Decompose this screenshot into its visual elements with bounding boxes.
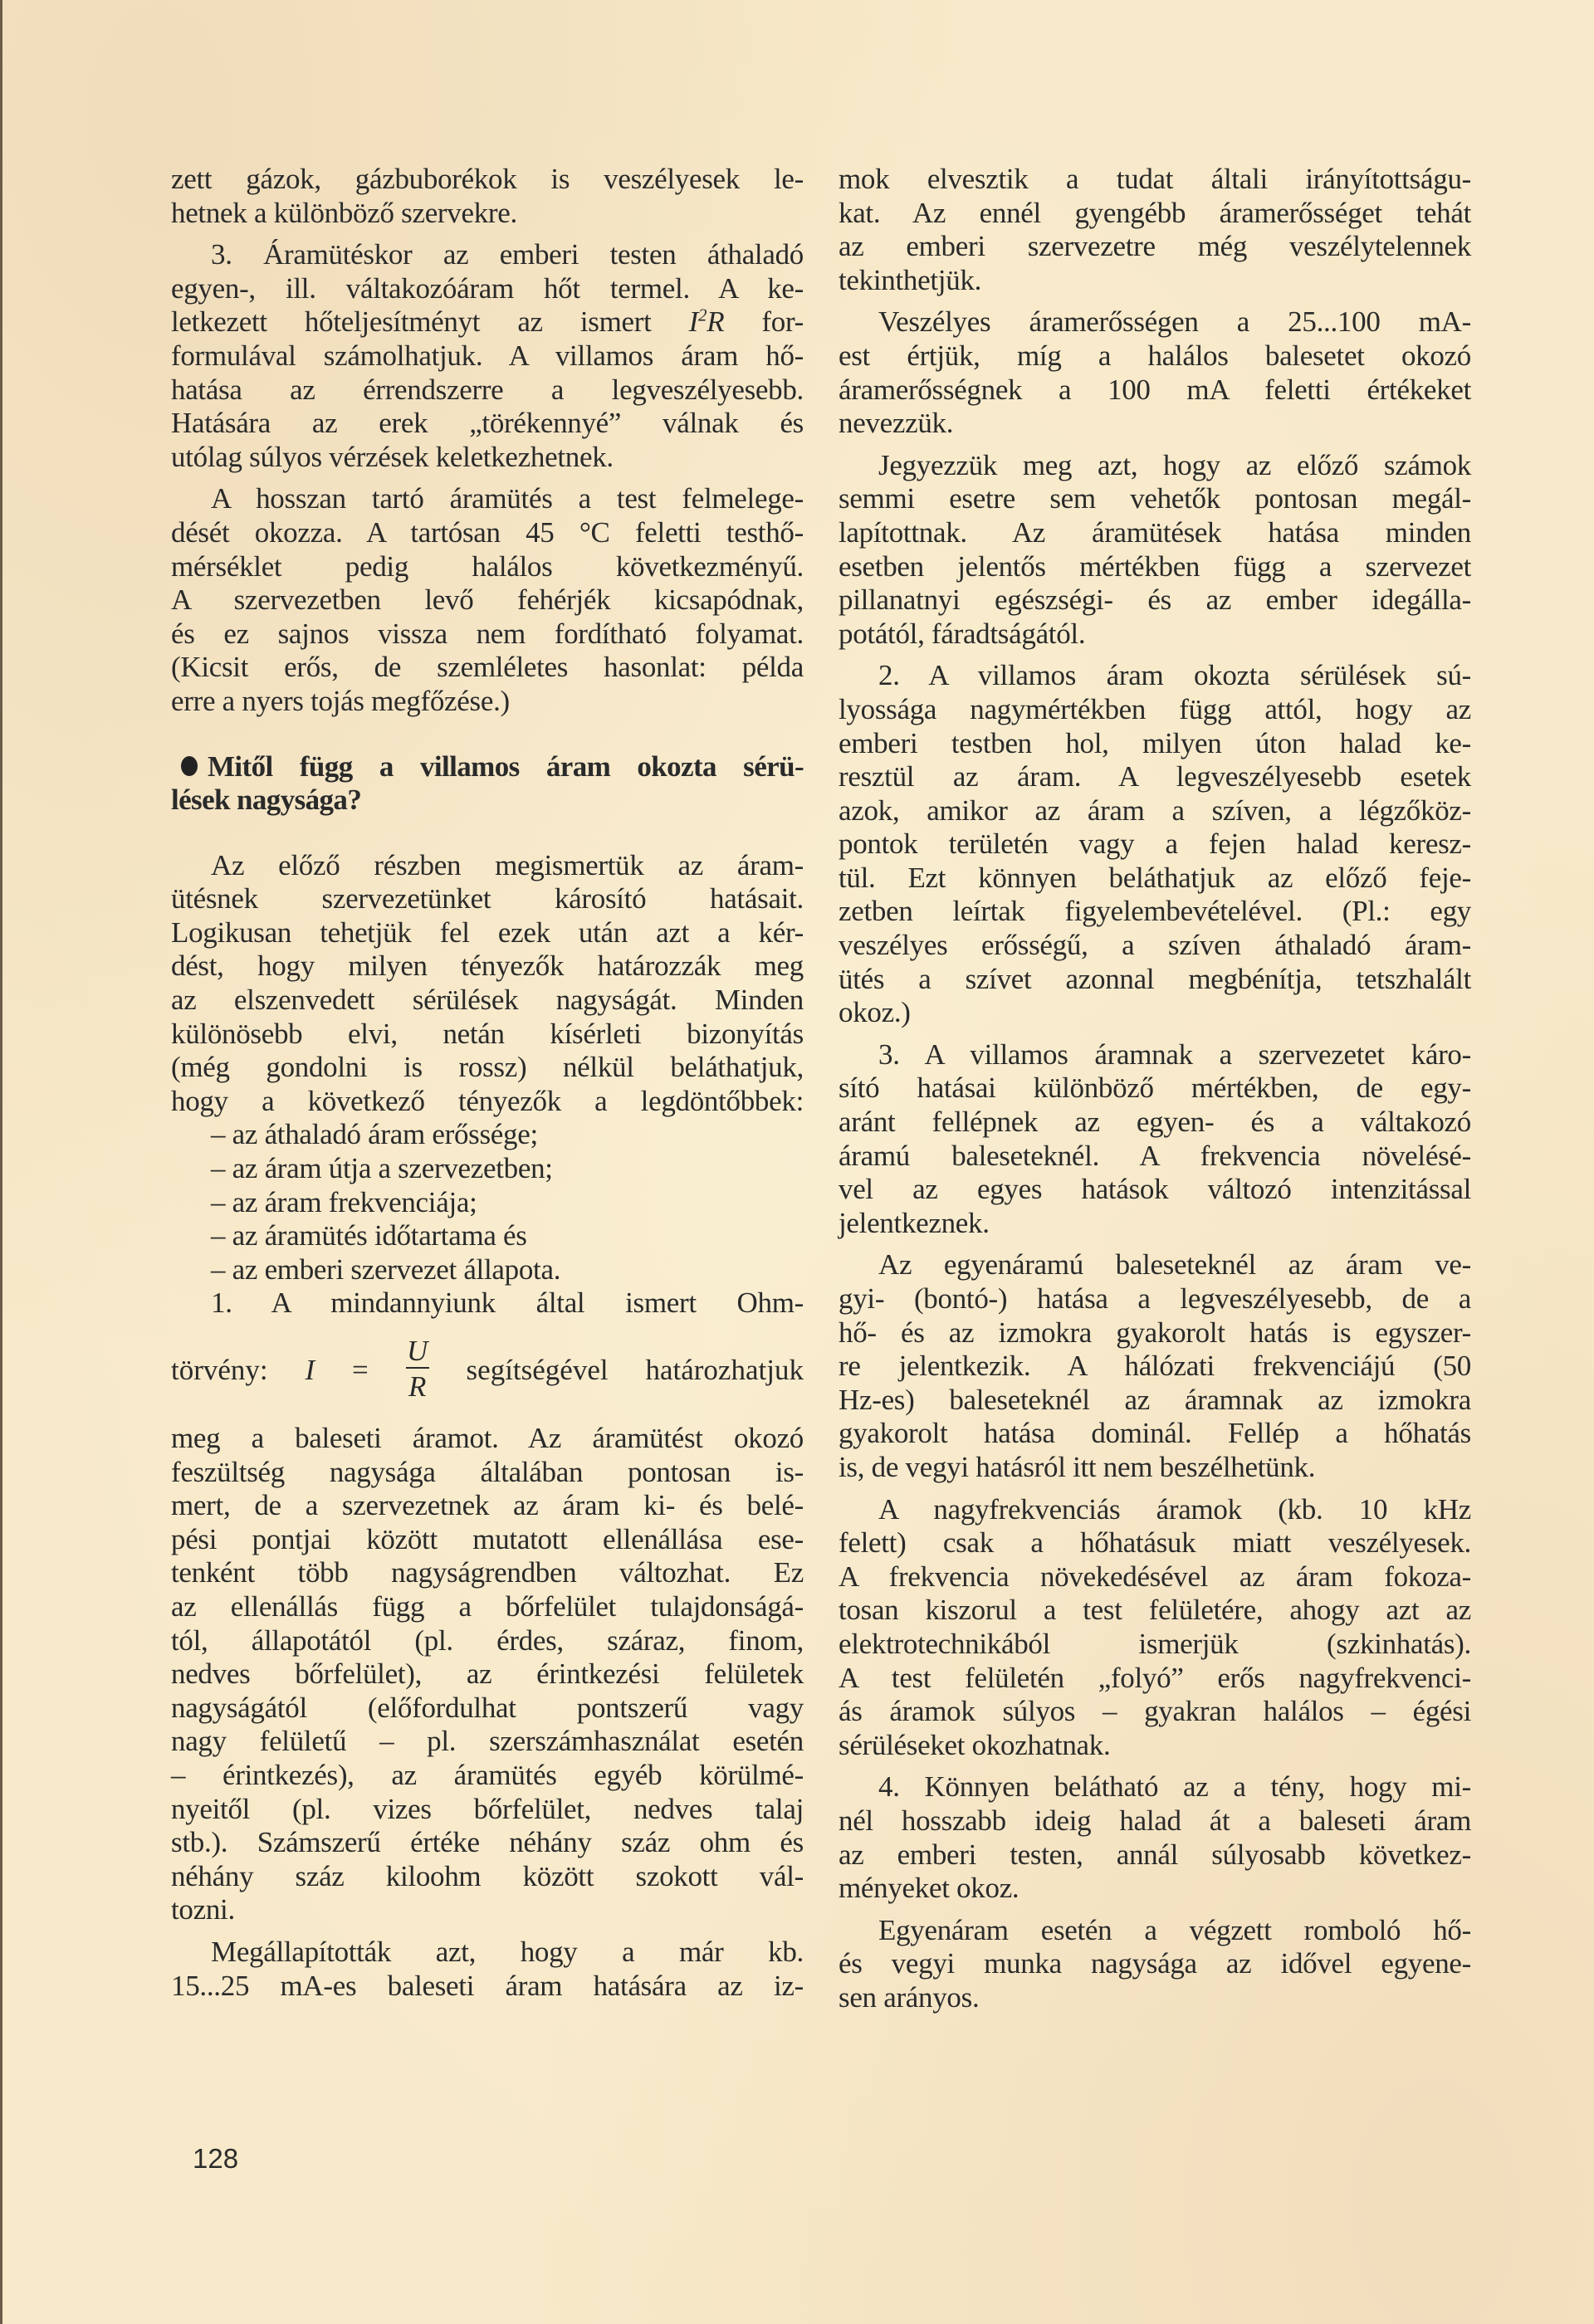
text-line: emberi testben hol, milyen úton halad ke- <box>839 726 1471 759</box>
text-line: tól, állapotától (pl. érdes, száraz, finom, <box>171 1623 804 1657</box>
text-line: 4. Könnyen belátható az a tény, hogy mi- <box>878 1770 1471 1804</box>
paragraph <box>171 163 804 230</box>
text-line: potától, fáradtságától. <box>839 617 1086 650</box>
text-line: 3. A villamos áramnak a szervezetet káro- <box>878 1038 1471 1071</box>
text-line: (még gondolni is rossz) nélkül beláthatjuk, <box>171 1051 804 1084</box>
text-line: felett) csak a hőhatásuk miatt veszélyesek. <box>839 1526 1471 1560</box>
text-fragment: letkezett hőteljesítményt az ismert <box>171 305 652 339</box>
text-line: nél hosszabb ideig halad át a baleseti áram <box>839 1804 1471 1837</box>
text-line: 1. A mindannyiunk által ismert Ohm- <box>211 1286 804 1320</box>
paragraph <box>171 1936 804 2003</box>
text-line: azok, amikor az áram a szíven, a légzőköz- <box>839 793 1471 827</box>
text-line: aránt fellépnek az egyen- és a váltakozó <box>839 1106 1471 1139</box>
text-line: A hosszan tartó áramütés a test felmelege- <box>211 482 804 515</box>
text-line: 15...25 mA-es baleseti áram hatására az iz- <box>171 1969 804 2002</box>
text-line: A frekvencia növekedésével az áram fokoza- <box>839 1560 1471 1593</box>
text-line: 3. Áramütéskor az emberi testen áthaladó <box>211 238 804 271</box>
text-line: – érintkezés), az áramütés egyéb körülmé- <box>171 1758 804 1791</box>
text-line: resztül az áram. A legveszélyesebb esetek <box>839 760 1471 793</box>
text-line: Az előző részben megismertük az áram- <box>211 848 804 881</box>
factor-list <box>171 1118 804 1286</box>
text-line: dést, hogy milyen tényezők határozzák meg <box>171 950 804 983</box>
heading-line <box>171 750 804 784</box>
paragraph <box>839 1770 1471 1905</box>
list-item: – az áram frekvenciája; <box>211 1185 477 1218</box>
text-line: A szervezetben levő fehérjék kicsapódnak, <box>171 583 804 617</box>
text-line: lyossága nagymértékben függ attól, hogy az <box>839 692 1471 725</box>
text-line: az ellenállás függ a bőrfelület tulajdonságá- <box>171 1589 804 1623</box>
text-line: feszültség nagysága általában pontosan is- <box>171 1455 804 1488</box>
list-item: – az áram útja a szervezetben; <box>211 1152 553 1185</box>
text-line: re jelentkezik. A hálózati frekvenciájú (50 <box>839 1350 1471 1383</box>
left-column <box>171 163 804 2003</box>
text-line: ütés a szívet azonnal megbénítja, tetszhalált <box>839 962 1471 995</box>
text-line: Jegyezzük meg azt, hogy az előző számok <box>878 448 1471 481</box>
page-number: 128 <box>193 2143 239 2174</box>
text-line: mok elvesztik a tudat általi irányítottságu- <box>839 163 1471 195</box>
text-fragment: törvény: <box>171 1354 268 1386</box>
text-fragment: for- <box>761 305 804 339</box>
text-line: elektrotechnikából ismerjük (szkinhatás). <box>839 1627 1471 1660</box>
text-line: az elszenvedett sérülések nagyságát. Minden <box>171 984 804 1017</box>
text-line: ményeket okoz. <box>839 1872 1019 1905</box>
text-line: nagyságától (előfordulhat pontszerű vagy <box>171 1691 804 1724</box>
text-line: egyen-, ill. váltakozóáram hőt termel. A ke- <box>171 271 804 305</box>
formula-fraction <box>406 1335 429 1404</box>
text-line: okoz.) <box>839 996 911 1029</box>
formula-var: R <box>707 305 725 339</box>
text-line: áramú baleseteknél. A frekvencia növelésé- <box>839 1139 1471 1172</box>
list-item: – az áramütés időtartama és <box>211 1219 527 1252</box>
fraction-numerator: U <box>407 1335 428 1368</box>
text-line: áramerősségnek a 100 mA feletti értékeket <box>839 373 1471 406</box>
heading-line: lések nagysága? <box>171 784 362 817</box>
text-line: tül. Ezt könnyen beláthatjuk az előző feje- <box>839 861 1471 894</box>
text-line: mérséklet pedig halálos következményű. <box>171 549 804 583</box>
text-line: is, de vegyi hatásról itt nem beszélhetünk. <box>839 1450 1316 1483</box>
text-line: Hz-es) baleseteknél az áramnak az izmokra <box>839 1383 1471 1416</box>
text-line: lapítottnak. Az áramütések hatása minden <box>839 515 1471 549</box>
text-line: zetben leírtak figyelembevételével. (Pl.: egy <box>839 895 1471 928</box>
text-line: néhány száz kiloohm között szokott vál- <box>171 1859 804 1892</box>
text-line: nagy felületű – pl. szerszámhasználat esetén <box>171 1725 804 1758</box>
text-line: tenként több nagyságrendben változhat. Ez <box>171 1556 804 1589</box>
text-line: Logikusan tehetjük fel ezek után azt a kér- <box>171 915 804 949</box>
text-line: vel az egyes hatások változó intenzitással <box>839 1173 1471 1206</box>
text-line: pési pontjai között mutatott ellenállása ese- <box>171 1522 804 1555</box>
formula-equals: = <box>352 1354 369 1386</box>
text-line: jelentkeznek. <box>839 1206 990 1239</box>
text-line: nevezzük. <box>839 407 954 440</box>
formula-i2r <box>689 305 725 338</box>
paragraph <box>839 449 1471 652</box>
text-line: gyi- (bontó-) hatása a legveszélyesebb, de a <box>839 1282 1471 1315</box>
list-item: – az emberi szervezet állapota. <box>211 1252 561 1286</box>
fraction-bar <box>406 1367 429 1369</box>
text-line: nyeitől (pl. vizes bőrfelület, nedves talaj <box>171 1792 804 1825</box>
text-line: (Kicsit erős, de szemléletes hasonlat: példa <box>171 651 804 684</box>
formula-exponent: 2 <box>698 305 707 325</box>
paragraph <box>839 163 1471 297</box>
text-line: és ez sajnos vissza nem fordítható folyamat. <box>171 617 804 650</box>
text-line: pillanatnyi egészségi- és az ember idegálla- <box>839 583 1471 617</box>
text-line: különösebb elvi, netán kísérleti bizonyítás <box>171 1017 804 1050</box>
text-line: sen arányos. <box>839 1980 980 2014</box>
page-edge-shadow <box>0 0 2 2324</box>
text-line: sító hatásai különböző mértékben, de egy- <box>839 1072 1471 1105</box>
text-line: Az egyenáramú baleseteknél az áram ve- <box>878 1248 1471 1282</box>
text-line: hetnek a különböző szervekre. <box>171 196 517 229</box>
text-line: az emberi szervezetre még veszélytelennek <box>839 230 1471 263</box>
ohm-law-line <box>171 1321 804 1422</box>
text-line: pontok területén vagy a fejen halad keresz- <box>839 828 1471 861</box>
list-item: – az áthaladó áram erőssége; <box>211 1118 538 1151</box>
text-line: A nagyfrekvenciás áramok (kb. 10 kHz <box>878 1492 1471 1526</box>
text-fragment: határozhatjuk <box>645 1354 804 1386</box>
paragraph <box>839 1248 1471 1484</box>
text-line: erre a nyers tojás megfőzése.) <box>171 684 510 717</box>
paragraph <box>171 238 804 474</box>
text-line: tosan kiszorul a test felületére, ahogy azt az <box>839 1594 1471 1627</box>
text-line: tekinthetjük. <box>839 263 982 296</box>
formula-lhs: I <box>305 1354 315 1386</box>
paragraph <box>839 1038 1471 1241</box>
paragraph <box>171 1286 804 1927</box>
text-line: hogy a következő tényezők a legdöntőbbek: <box>171 1084 804 1117</box>
text-line: Egyenáram esetén a végzett romboló hő- <box>878 1913 1471 1946</box>
bullet-icon <box>181 756 198 776</box>
fraction-denominator: R <box>408 1370 427 1404</box>
text-line: mert, de a szervezetnek az áram ki- és belé- <box>171 1489 804 1522</box>
text-line: hatása az érrendszerre a legveszélyesebb. <box>171 373 804 406</box>
formula-base: I <box>688 305 699 339</box>
text-line: semmi esetre sem vehetők pontosan megál- <box>839 482 1471 515</box>
text-line: kat. Az ennél gyengébb áramerősséget tehát <box>839 196 1471 229</box>
paragraph <box>839 305 1471 440</box>
paragraph <box>839 1493 1471 1763</box>
text-line: hő- és az izmokra gyakorolt hatás is egyszer- <box>839 1316 1471 1349</box>
text-line: utólag súlyos vérzések keletkezhetnek. <box>171 440 614 473</box>
text-line: az emberi testen, annál súlyosabb következ- <box>839 1838 1471 1871</box>
text-line: est értjük, míg a halálos balesetet okozó <box>839 339 1471 372</box>
section-heading <box>171 750 804 818</box>
text-line: Hatására az erek „törékennyé” válnak és <box>171 407 804 440</box>
text-line: tozni. <box>171 1893 235 1926</box>
text-line: és vegyi munka nagysága az idővel egyene- <box>839 1947 1471 1980</box>
text-line: nedves bőrfelület), az érintkezési felületek <box>171 1658 804 1691</box>
text-line: Megállapították azt, hogy a már kb. <box>211 1935 804 1968</box>
text-line: gyakorolt hatása dominál. Fellép a hőhatás <box>839 1417 1471 1450</box>
text-line: A test felületén „folyó” erős nagyfrekvenci- <box>839 1661 1471 1694</box>
paragraph <box>171 482 804 718</box>
text-line-formula <box>171 305 804 339</box>
paragraph <box>839 659 1471 1030</box>
text-line: ütésnek szervezetünket károsító hatásait. <box>171 882 804 915</box>
text-fragment: segítségével <box>466 1354 609 1386</box>
paragraph <box>171 849 804 1119</box>
right-column <box>839 163 1471 2014</box>
text-line: esetben jelentős mértékben függ a szervezet <box>839 549 1471 583</box>
text-line: formulával számolhatjuk. A villamos áram hő- <box>171 339 804 372</box>
text-line: veszélyes erősségű, a szíven áthaladó áram- <box>839 929 1471 962</box>
text-line: sérüléseket okozhatnak. <box>839 1728 1111 1761</box>
text-line: 2. A villamos áram okozta sérülések sú- <box>878 659 1471 692</box>
heading-text: Mitől függ a villamos áram okozta sérü- <box>208 749 804 783</box>
text-line: stb.). Számszerű értéke néhány száz ohm és <box>171 1826 804 1859</box>
text-line: meg a baleseti áramot. Az áramütést okozó <box>171 1422 804 1454</box>
text-line: zett gázok, gázbuborékok is veszélyesek le- <box>171 163 804 195</box>
text-line: ás áramok súlyos – gyakran halálos – égési <box>839 1695 1471 1728</box>
text-line: Veszélyes áramerősségen a 25...100 mA- <box>878 305 1471 339</box>
text-line: dését okozza. A tartósan 45 °C feletti testhő- <box>171 515 804 549</box>
paragraph <box>839 1914 1471 2015</box>
